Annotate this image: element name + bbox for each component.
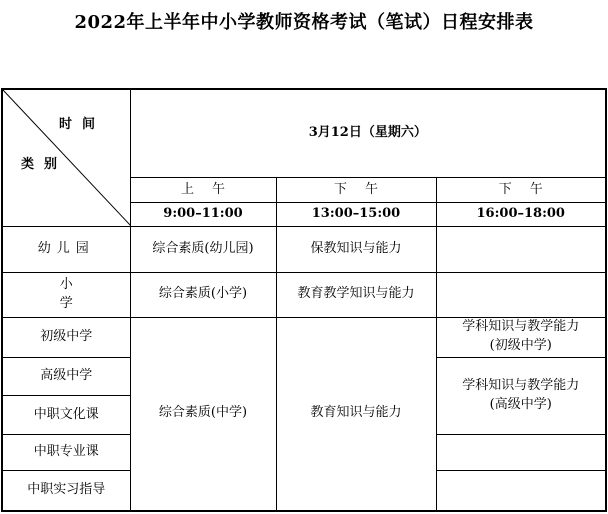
category-vocational-professional: 中职专业课 [2, 434, 130, 470]
period-afternoon-1: 下午 [276, 178, 436, 202]
schedule-table [1, 88, 607, 512]
category-header-label: 类别 [21, 157, 68, 172]
exam-senior-evening-line2: (高级中学) [489, 396, 552, 412]
time-slot-morning: 9:00–11:00 [130, 202, 276, 226]
time-slot-afternoon-2: 16:00–18:00 [436, 202, 606, 226]
exam-kindergarten-afternoon: 保教知识与能力 [276, 226, 436, 272]
category-kindergarten: 幼儿园 [2, 226, 130, 272]
period-afternoon-2: 下午 [436, 178, 606, 202]
exam-primary-afternoon: 教育教学知识与能力 [276, 273, 436, 317]
exam-junior-evening [436, 317, 606, 357]
exam-primary-morning: 综合素质(小学) [130, 273, 276, 317]
exam-date: 3月12日（星期六） [130, 89, 606, 178]
exam-vocational-professional-evening [436, 434, 606, 470]
diagonal-header-cell [2, 89, 130, 226]
exam-middle-morning: 综合素质(中学) [130, 317, 276, 511]
exam-vocational-internship-evening [436, 471, 606, 511]
period-morning: 上午 [130, 178, 276, 202]
exam-kindergarten-morning: 综合素质(幼儿园) [130, 226, 276, 272]
exam-primary-evening [436, 273, 606, 317]
exam-junior-evening-line2: (初级中学) [489, 338, 552, 354]
category-vocational-internship: 中职实习指导 [2, 471, 130, 511]
exam-senior-evening-line1: 学科知识与教学能力 [462, 378, 580, 393]
category-primary: 小学 [2, 273, 130, 317]
category-vocational-culture: 中职文化课 [2, 396, 130, 434]
schedule-table-container [1, 88, 605, 512]
exam-kindergarten-evening [436, 226, 606, 272]
page-title: 2022年上半年中小学教师资格考试（笔试）日程安排表 [74, 12, 534, 33]
exam-senior-evening [436, 357, 606, 434]
exam-middle-afternoon: 教育知识与能力 [276, 317, 436, 511]
time-header-label: 时间 [59, 117, 106, 132]
exam-junior-evening-line1: 学科知识与教学能力 [462, 319, 580, 335]
category-senior-high: 高级中学 [2, 357, 130, 395]
time-slot-afternoon-1: 13:00–15:00 [276, 202, 436, 226]
category-junior-high: 初级中学 [2, 317, 130, 357]
